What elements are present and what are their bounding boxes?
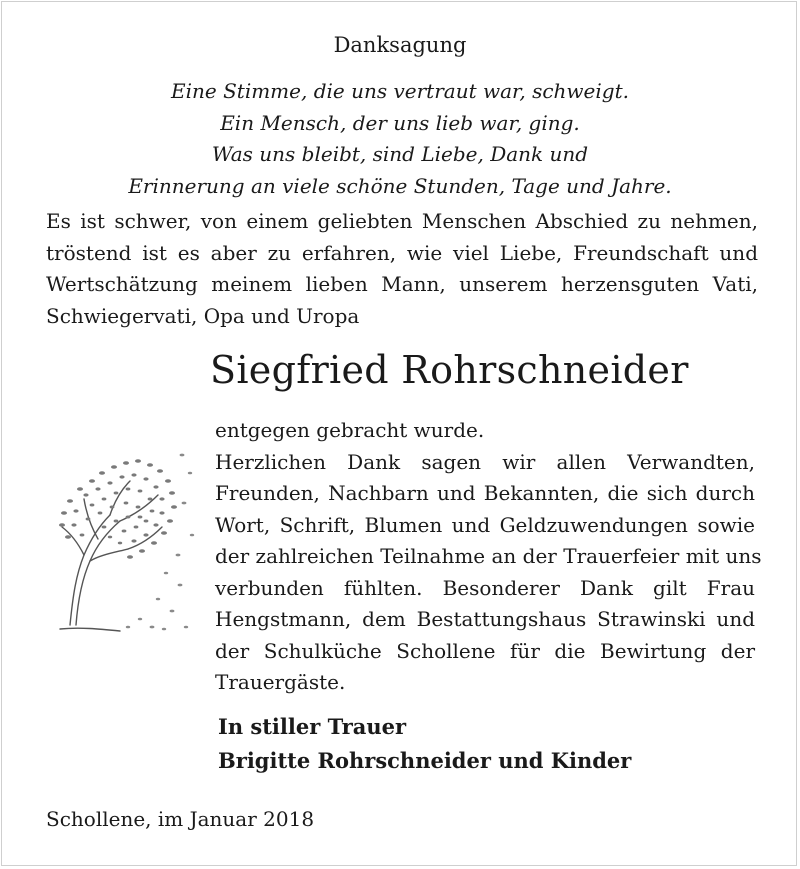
place-date: Schollene, im Januar 2018: [46, 807, 315, 831]
poem-line: Ein Mensch, der uns lieb war, ging.: [220, 110, 580, 135]
poem: [0, 76, 800, 202]
poem-line: Was uns bleibt, sind Liebe, Dank und: [211, 142, 589, 166]
notice-heading: Danksagung: [333, 33, 467, 57]
body-line: Trauergäste.: [215, 670, 346, 694]
poem-line: Erinnerung an viele schöne Stunden, Tage und Jahre.: [128, 173, 672, 198]
body-line: verbunden fühlten. Besonderer Dank gilt Frau: [215, 575, 755, 600]
intro-paragraph: [46, 206, 758, 332]
body-line: der Schulküche Schollene für die Bewirtung der: [215, 638, 755, 663]
signature-line: Brigitte Rohrschneider und Kinder: [218, 748, 632, 773]
signature-line: In stiller Trauer: [218, 714, 407, 739]
intro-line: tröstend ist es aber zu erfahren, wie viel Liebe, Freundschaft und: [46, 240, 758, 265]
poem-line: Eine Stimme, die uns vertraut war, schweigt.: [171, 79, 629, 103]
body-line: der zahlreichen Teilnahme an der Trauerfeier mit uns: [215, 544, 762, 568]
deceased-name: Siegfried Rohrschneider: [210, 348, 689, 392]
body-line: entgegen gebracht wurde.: [215, 418, 485, 442]
body-line: Hengstmann, dem Bestattungshaus Strawinski und: [215, 607, 755, 631]
body-line: Herzlichen Dank sagen wir allen Verwandten,: [215, 449, 755, 474]
body-line: Wort, Schrift, Blumen und Geldzuwendungen sowie: [215, 512, 755, 537]
body-line: Freunden, Nachbarn und Bekannten, die sich durch: [215, 481, 755, 505]
leaf-canopy: [59, 459, 177, 559]
intro-line: Es ist schwer, von einem geliebten Menschen Abschied zu nehmen,: [46, 209, 758, 233]
tree-illustration: [40, 415, 200, 645]
body-paragraph: [215, 415, 762, 699]
tree-trunk: [60, 481, 162, 631]
intro-line: Wertschätzung meinem lieben Mann, unserem herzensguten Vati,: [46, 272, 758, 296]
intro-line: Schwiegervati, Opa und Uropa: [46, 303, 360, 328]
signature-block: [218, 710, 631, 778]
